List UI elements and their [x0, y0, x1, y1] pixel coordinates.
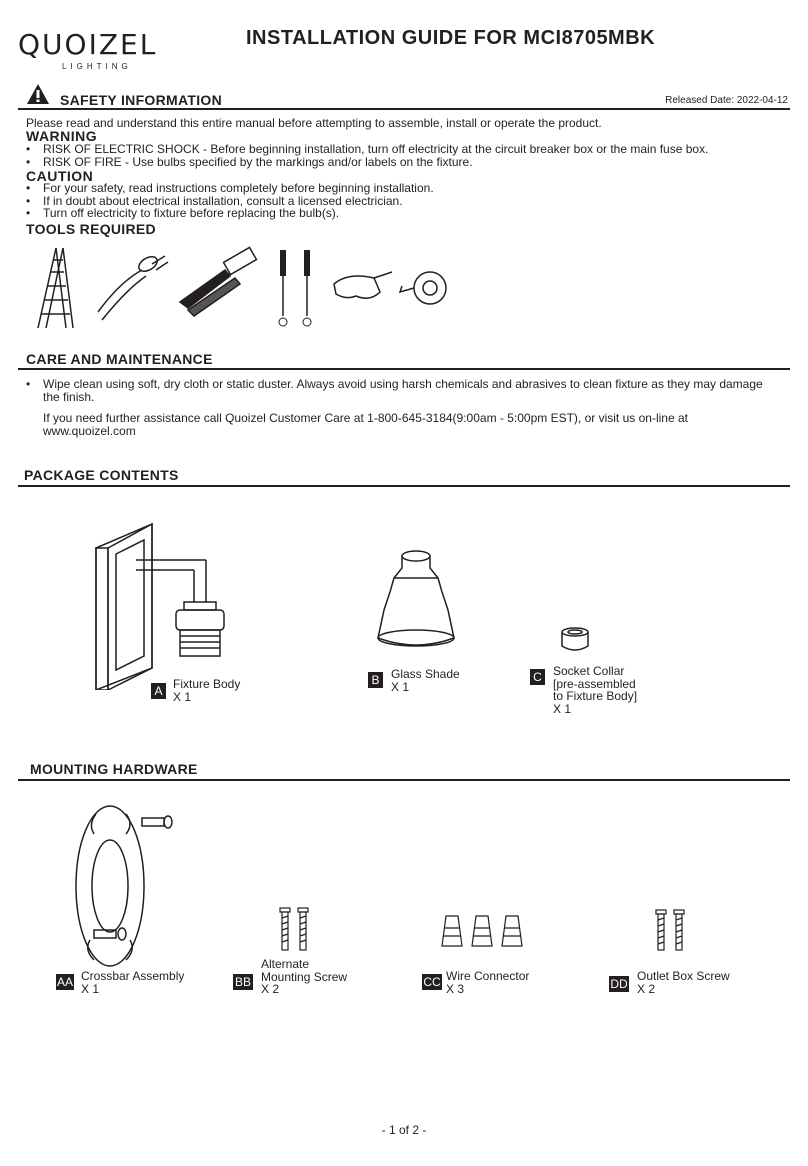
hardware-heading: MOUNTING HARDWARE [30, 761, 198, 777]
item-code-badge: C [530, 669, 545, 685]
item-code-badge: BB [234, 975, 251, 989]
tools-heading: TOOLS REQUIRED [26, 221, 156, 237]
screwdriver-icon [279, 250, 311, 326]
safety-glasses-icon [334, 272, 392, 298]
item-code-badge: AA [56, 975, 73, 989]
hardware-divider [18, 779, 790, 781]
crossbar-illustration [64, 800, 176, 970]
item-label: Socket Collar [pre-assembled to Fixture Body] X 1 [553, 664, 638, 716]
item-label: Wire Connector X 3 [446, 969, 530, 996]
glass-shade-illustration [370, 548, 462, 654]
item-label: Crossbar Assembly X 1 [81, 969, 185, 996]
socket-collar-illustration [558, 626, 592, 654]
tape-icon [400, 272, 446, 304]
pliers-icon [98, 254, 168, 320]
item-label: Alternate Mounting Screw X 2 [261, 957, 348, 996]
warning-heading: WARNING [26, 128, 98, 144]
fixture-body-illustration [90, 520, 230, 690]
safety-heading: SAFETY INFORMATION [60, 92, 222, 108]
care-heading: CARE AND MAINTENANCE [26, 351, 213, 367]
outlet-box-screw-illustration [654, 908, 688, 954]
caution-heading: CAUTION [26, 168, 94, 184]
item-code-badge: CC [423, 975, 441, 989]
item-code-badge: DD [610, 977, 628, 991]
mounting-screw-illustration [278, 906, 312, 954]
care-assist-line: If you need further assistance call Quoizel Customer Care at 1-800-645-3184(9:00am - 5:00pm EST), or visit us on-line at [43, 411, 688, 425]
ladder-icon [38, 248, 73, 328]
warning-triangle-icon [26, 83, 50, 105]
item-label: Glass Shade X 1 [391, 667, 460, 694]
brand-logo [18, 30, 157, 71]
care-website: www.quoizel.com [43, 424, 136, 438]
released-date: Released Date: 2022-04-12 [665, 95, 788, 106]
brand-name: QUOIZEL [18, 28, 158, 61]
safety-intro: Please read and understand this entire manual before attempting to assemble, install or operate the product. [26, 116, 602, 130]
brand-tagline: LIGHTING [62, 62, 132, 71]
safety-divider [18, 108, 790, 110]
tools-illustration [30, 242, 460, 334]
wire-stripper-icon [180, 247, 256, 316]
care-divider [18, 368, 790, 370]
item-code-badge: B [368, 672, 383, 688]
package-divider [18, 485, 790, 487]
page-title: INSTALLATION GUIDE FOR MCI8705MBK [246, 27, 656, 49]
item-label: Outlet Box Screw X 2 [637, 969, 730, 996]
item-code-badge: A [151, 683, 166, 699]
package-heading: PACKAGE CONTENTS [24, 467, 179, 483]
page-number: - 1 of 2 - [381, 1123, 427, 1137]
wire-connector-illustration [440, 912, 528, 950]
item-label: Fixture Body X 1 [173, 677, 241, 704]
